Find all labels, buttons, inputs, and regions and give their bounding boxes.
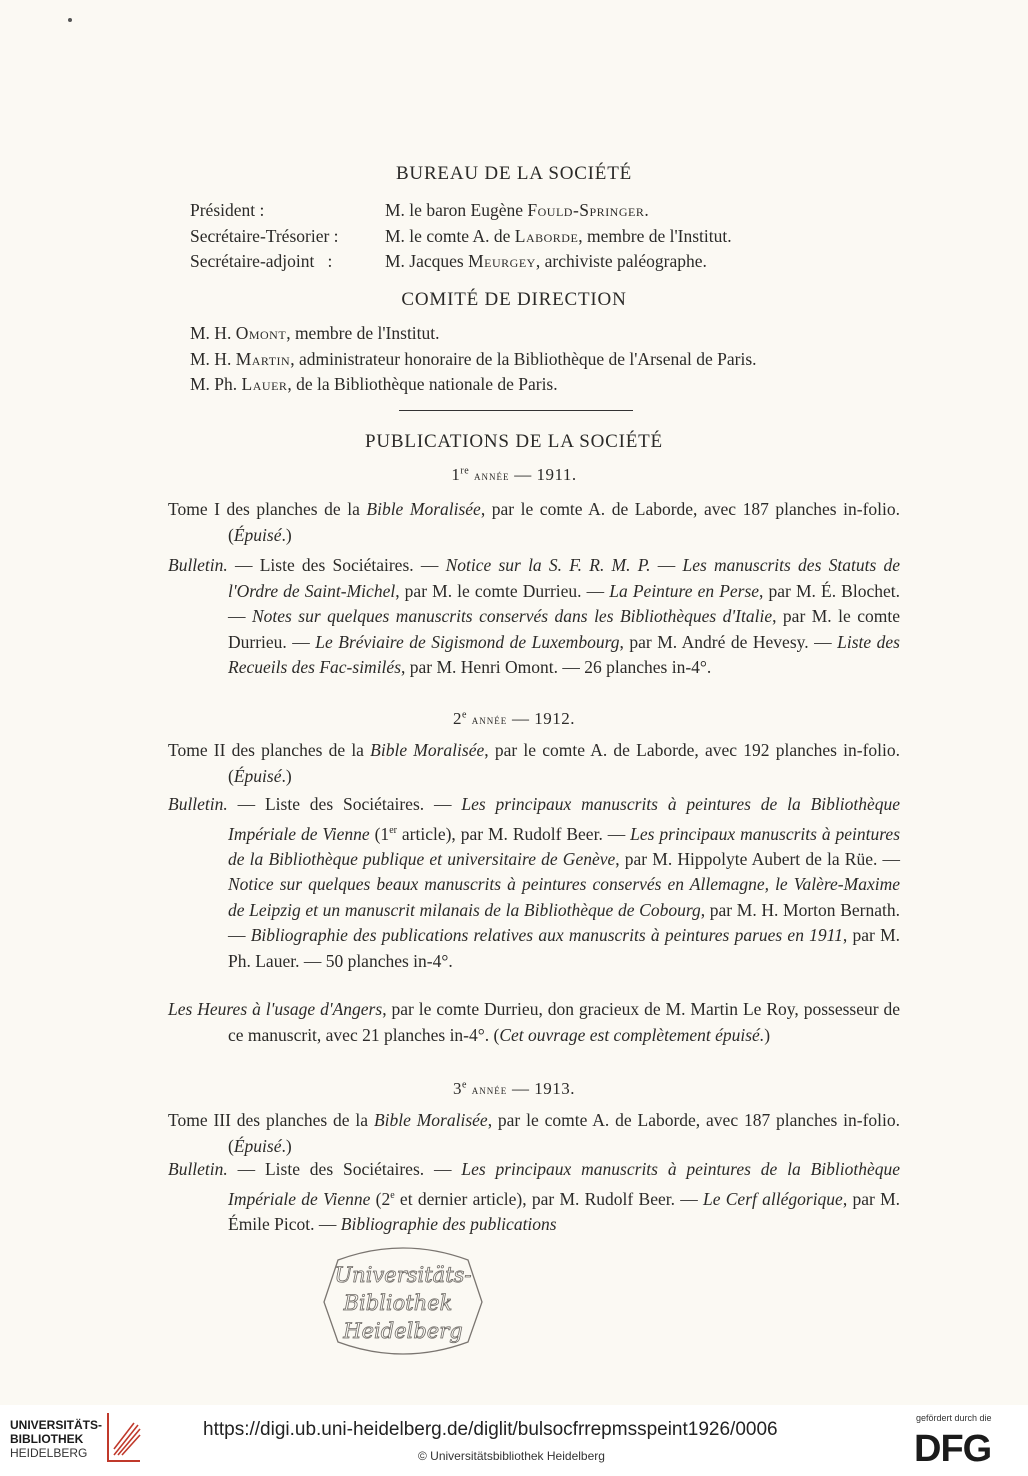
entry-italic: Les principaux manuscrits à peintures de la Bibliothèque publique et universitaire de Genève xyxy=(228,823,901,869)
entry-text: et dernier article), par M. Rudolf Beer. — xyxy=(394,1188,703,1209)
entry-italic: Notes sur quelques manuscrits conservés dans les Bibliothèques d'Italie xyxy=(251,606,773,626)
entry-italic: Bibliographie des publications relatives aux manuscrits à peintures parues en 1911 xyxy=(250,925,843,946)
entry-text: , par M. André de Hevesy. — xyxy=(619,631,838,652)
stamp-line-2: Bibliothek xyxy=(343,1291,453,1315)
entry-italic: Épuisé xyxy=(233,524,282,545)
year-value: — 1913. xyxy=(511,1079,575,1098)
entry-text: , par le comte A. de Laborde, avec 187 planches in-folio. ( xyxy=(228,499,901,545)
person-suffix: , membre de l'Institut. xyxy=(578,226,732,246)
stamp-line-1: Universitäts- xyxy=(334,1263,472,1287)
role-label: Secrétaire-Trésorier : xyxy=(190,226,339,246)
member-suffix: , administrateur honoraire de la Bibliothèque de l'Arsenal de Paris. xyxy=(290,349,757,369)
entry-text: , par M. Hippolyte Aubert de la Rüe. — xyxy=(615,848,900,869)
entry-text: , par M. Henri Omont. — 26 planches in-4°. xyxy=(401,657,712,677)
entry-italic: Notice sur la S. F. R. M. P. xyxy=(445,555,651,575)
role-label: Secrétaire-adjoint : xyxy=(190,251,333,271)
entry-text: Tome III des planches de la xyxy=(168,1110,374,1130)
entry-italic: Les principaux manuscrits à peintures de la Bibliothèque Impériale de Vienne xyxy=(228,794,900,844)
library-name xyxy=(10,1418,102,1460)
publications-title: PUBLICATIONS DE LA SOCIÉTÉ xyxy=(365,431,663,452)
funding-label: gefördert durch die xyxy=(916,1413,992,1423)
year-value: — 1911. xyxy=(514,465,577,484)
entry-tome-3 xyxy=(168,1108,900,1159)
year-num: 3 xyxy=(453,1079,463,1098)
year-value: — 1912. xyxy=(511,709,575,728)
entry-italic: La Peinture en Perse xyxy=(609,580,760,601)
person-suffix: . xyxy=(644,200,649,220)
member-name: Lauer xyxy=(241,374,288,394)
year-annee: année xyxy=(471,1082,508,1097)
member-prefix: M. H. xyxy=(190,349,236,369)
entry-italic: Les manuscrits des Statuts de l'Ordre de Saint-Michel xyxy=(228,555,900,601)
entry-sup: er xyxy=(389,824,397,836)
entry-text: , par le comte Durrieu, don gracieux de M. Martin Le Roy, possesseur de ce manuscrit, avec 21 planches in-4°. ( xyxy=(228,999,900,1045)
entry-text: , par le comte A. de Laborde, avec 187 planches in-folio. ( xyxy=(228,1110,901,1156)
year-sup: re xyxy=(460,465,470,477)
entry-text: Tome I des planches de la xyxy=(168,499,367,519)
year-heading-1913 xyxy=(0,1079,1028,1099)
year-annee: année xyxy=(473,468,510,483)
entry-tome-2 xyxy=(168,738,900,789)
comite-member xyxy=(190,323,440,344)
entry-heures-angers xyxy=(168,997,900,1048)
entry-bulletin-1913 xyxy=(168,1157,900,1237)
entry-text: , par M. É. Blochet. — xyxy=(228,580,900,626)
entry-italic: Épuisé xyxy=(233,1135,282,1156)
entry-italic: Le Cerf allégorique xyxy=(703,1188,843,1209)
library-name-line: HEIDELBERG xyxy=(10,1446,88,1460)
member-suffix: , membre de l'Institut. xyxy=(286,323,440,343)
member-prefix: M. Ph. xyxy=(190,374,242,394)
person-name: Laborde xyxy=(514,226,579,246)
entry-italic: Bulletin. xyxy=(168,1159,228,1179)
member-name: Martin xyxy=(235,349,291,369)
entry-text: , par M. Ph. Lauer. — 50 planches in-4°. xyxy=(228,925,901,971)
member-name: Omont xyxy=(235,323,287,343)
library-name-line: BIBLIOTHEK xyxy=(10,1432,84,1446)
entry-text: .) xyxy=(281,524,292,545)
entry-text: article), par M. Rudolf Beer. — xyxy=(396,823,631,844)
speck xyxy=(68,18,72,22)
entry-italic: Épuisé xyxy=(233,765,282,786)
comite-member xyxy=(190,349,757,370)
entry-text: , par M. Émile Picot. — xyxy=(228,1188,901,1234)
entry-text: — xyxy=(650,555,683,575)
entry-text: — Liste des Sociétaires. — xyxy=(227,1159,462,1179)
bureau-row-president xyxy=(190,200,264,221)
person-name: Fould-Springer xyxy=(527,200,645,220)
bureau-row-president-value xyxy=(385,200,649,221)
bureau-row-tresorier xyxy=(190,226,339,247)
year-heading-1911 xyxy=(0,465,1028,485)
bureau-row-adjoint xyxy=(190,251,332,272)
entry-italic: Bible Moralisée xyxy=(366,499,481,519)
year-heading-1912 xyxy=(0,709,1028,729)
entry-text: .) xyxy=(281,1135,292,1156)
year-sup: e xyxy=(462,709,467,721)
entry-italic: Cet ouvrage est complètement épuisé. xyxy=(499,1024,765,1045)
entry-text: , par le comte A. de Laborde, avec 192 planches in-folio. ( xyxy=(228,740,900,786)
bureau-row-adjoint-value xyxy=(385,251,707,272)
person-prefix: M. le baron Eugène xyxy=(385,200,528,220)
library-name-line: UNIVERSITÄTS- xyxy=(10,1418,103,1432)
entry-italic: Les principaux manuscrits à peintures de la Bibliothèque Impériale de Vienne xyxy=(228,1159,900,1209)
stamp-line-3: Heidelberg xyxy=(343,1319,463,1343)
role-label: Président : xyxy=(190,200,265,220)
entry-text: ) xyxy=(764,1024,771,1045)
entry-text: , par M. le comte Durrieu. — xyxy=(395,580,610,601)
entry-sup: e xyxy=(390,1189,395,1201)
member-suffix: , de la Bibliothèque nationale de Paris. xyxy=(287,374,558,394)
person-prefix: M. Jacques xyxy=(385,251,469,271)
entry-italic: Bible Moralisée xyxy=(370,740,485,760)
entry-bulletin-1911 xyxy=(168,553,900,681)
entry-italic: Le Bréviaire de Sigismond de Luxembourg xyxy=(315,631,620,652)
permalink-url[interactable]: https://digi.ub.uni-heidelberg.de/diglit/bulsocfrrepmsspeint1926/0006 xyxy=(203,1419,778,1440)
comite-title: COMITÉ DE DIRECTION xyxy=(401,289,627,310)
person-suffix: , archiviste paléographe. xyxy=(535,251,707,271)
entry-text: (1 xyxy=(369,823,390,844)
entry-italic: Bulletin. xyxy=(168,555,228,575)
entry-text: Tome II des planches de la xyxy=(168,740,371,760)
library-stamp xyxy=(318,1242,488,1360)
bureau-row-tresorier-value xyxy=(385,226,732,247)
year-num: 1 xyxy=(451,465,461,484)
bureau-title: BUREAU DE LA SOCIÉTÉ xyxy=(395,163,633,184)
year-sup: e xyxy=(462,1079,467,1091)
entry-italic: Liste des Recueils des Fac-similés xyxy=(228,631,900,677)
entry-italic: Les Heures à l'usage d'Angers xyxy=(168,999,383,1019)
entry-text: , par M. le comte Durrieu. — xyxy=(228,606,900,652)
entry-text: , par M. H. Morton Bernath. — xyxy=(228,899,900,946)
comite-member xyxy=(190,374,558,395)
year-num: 2 xyxy=(453,709,463,728)
divider xyxy=(399,410,633,411)
entry-tome-1 xyxy=(168,497,900,548)
entry-italic: Notice sur quelques beaux manuscrits à peintures conservés en Allemagne, le Valère-Maxime de Leipzig et un manuscrit milanais de la Bibliothèque de Cobourg xyxy=(228,874,900,920)
entry-text: — Liste des Sociétaires. — xyxy=(227,794,462,814)
person-name: Meurgey xyxy=(468,251,536,271)
entry-text: — Liste des Sociétaires. — xyxy=(227,555,446,575)
library-logo-icon xyxy=(104,1411,144,1463)
entry-italic: Bulletin. xyxy=(168,794,228,814)
person-prefix: M. le comte A. de xyxy=(385,226,515,246)
entry-italic: Bibliographie des publications xyxy=(340,1213,557,1234)
entry-italic: Bible Moralisée xyxy=(373,1110,488,1130)
member-prefix: M. H. xyxy=(190,323,236,343)
entry-text: .) xyxy=(281,765,292,786)
dfg-logo[interactable]: DFG xyxy=(914,1428,992,1470)
year-annee: année xyxy=(471,712,508,727)
entry-text: (2 xyxy=(370,1188,391,1209)
entry-bulletin-1912 xyxy=(168,792,900,974)
copyright-notice: © Universitätsbibliothek Heidelberg xyxy=(418,1449,605,1463)
